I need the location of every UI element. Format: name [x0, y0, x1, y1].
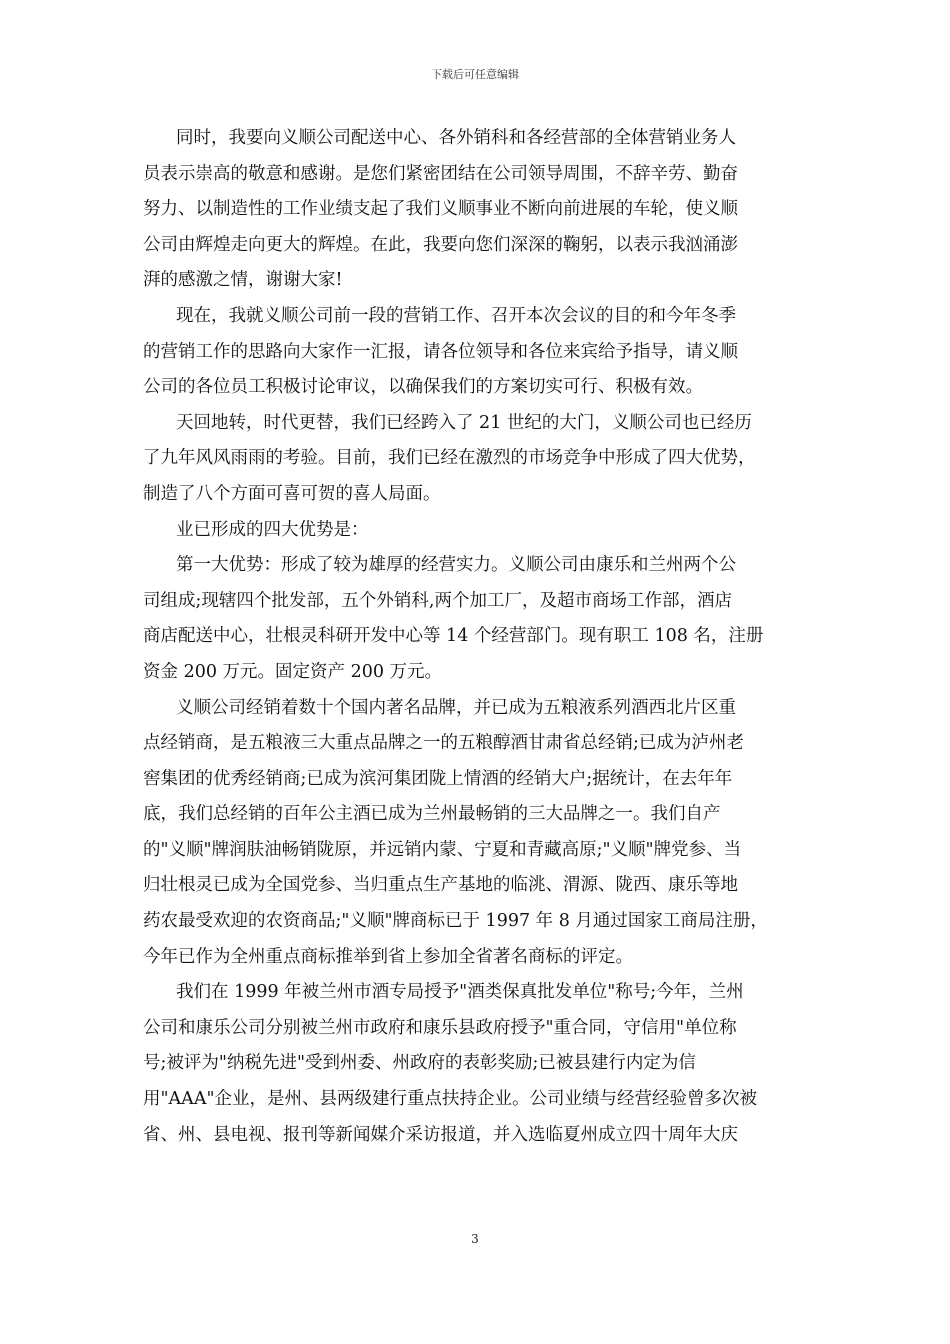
text-line: 省、州、县电视、报刊等新闻媒介采访报道，并入选临夏州成立四十周年大庆	[143, 1124, 738, 1145]
text-line: 今年已作为全州重点商标推举到省上参加全省著名商标的评定。	[143, 946, 633, 967]
text-line: 公司的各位员工积极讨论审议，以确保我们的方案切实可行、积极有效。	[143, 377, 703, 398]
text-line: 义顺公司经销着数十个国内著名品牌，并已成为五粮液系列酒西北片区重	[176, 697, 736, 718]
text-line: 窖集团的优秀经销商;已成为滨河集团陇上情酒的经销大户;据统计，在去年年	[143, 768, 733, 789]
text-line: 了九年风风雨雨的考验。目前，我们已经在激烈的市场竞争中形成了四大优势，	[143, 448, 756, 469]
text-line: 努力、以制造性的工作业绩支起了我们义顺事业不断向前进展的车轮，使义顺	[143, 199, 738, 220]
text-line: 底，我们总经销的百年公主酒已成为兰州最畅销的三大品牌之一。我们自产	[143, 804, 721, 825]
text-line: 我们在 1999 年被兰州市酒专局授予"酒类保真批发单位"称号;今年，兰州	[176, 982, 744, 1003]
text-line: 第一大优势：形成了较为雄厚的经营实力。义顺公司由康乐和兰州两个公	[176, 555, 736, 576]
document-body	[143, 121, 809, 1153]
text-line: 制造了八个方面可喜可贺的喜人局面。	[143, 483, 441, 504]
text-line: 司组成;现辖四个批发部，五个外销科,两个加工厂，及超市商场工作部，酒店	[143, 590, 732, 611]
text-line: 资金 200 万元。固定资产 200 万元。	[143, 661, 443, 682]
text-line: 的"义顺"牌润肤油畅销陇原，并远销内蒙、宁夏和青藏高原;"义顺"牌党参、当	[143, 839, 742, 860]
text-line: 现在，我就义顺公司前一段的营销工作、召开本次会议的目的和今年冬季	[176, 305, 736, 326]
text-line: 天回地转，时代更替，我们已经跨入了 21 世纪的大门，义顺公司也已经历	[176, 412, 752, 433]
text-line: 药农最受欢迎的农资商品;"义顺"牌商标已于 1997 年 8 月通过国家工商局注册，	[143, 911, 768, 932]
text-line: 的营销工作的思路向大家作一汇报，请各位领导和各位来宾给予指导，请义顺	[143, 341, 738, 362]
text-line: 公司和康乐公司分别被兰州市政府和康乐县政府授予"重合同，守信用"单位称	[143, 1017, 737, 1038]
page-number: 3	[471, 1232, 479, 1246]
text-line: 员表示崇高的敬意和感谢。是您们紧密团结在公司领导周围，不辞辛劳、勤奋	[143, 163, 738, 184]
text-line: 点经销商，是五粮液三大重点品牌之一的五粮醇酒甘肃省总经销;已成为泸州老	[143, 733, 744, 754]
text-line: 湃的感激之情，谢谢大家!	[143, 270, 343, 291]
text-line: 公司由辉煌走向更大的辉煌。在此，我要向您们深深的鞠躬，以表示我汹涌澎	[143, 234, 738, 255]
text-line: 用"AAA"企业，是州、县两级建行重点扶持企业。公司业绩与经营经验曾多次被	[143, 1089, 758, 1110]
text-line: 商店配送中心，壮根灵科研开发中心等 14 个经营部门。现有职工 108 名，注册	[143, 626, 764, 647]
text-line: 归壮根灵已成为全国党参、当归重点生产基地的临洮、渭源、陇西、康乐等地	[143, 875, 738, 896]
page-header: 下载后可任意编辑	[431, 68, 519, 81]
text-line: 号;被评为"纳税先进"受到州委、州政府的表彰奖励;已被县建行内定为信	[143, 1053, 696, 1074]
text-line: 业已形成的四大优势是：	[176, 519, 369, 540]
text-line: 同时，我要向义顺公司配送中心、各外销科和各经营部的全体营销业务人	[176, 128, 736, 148]
